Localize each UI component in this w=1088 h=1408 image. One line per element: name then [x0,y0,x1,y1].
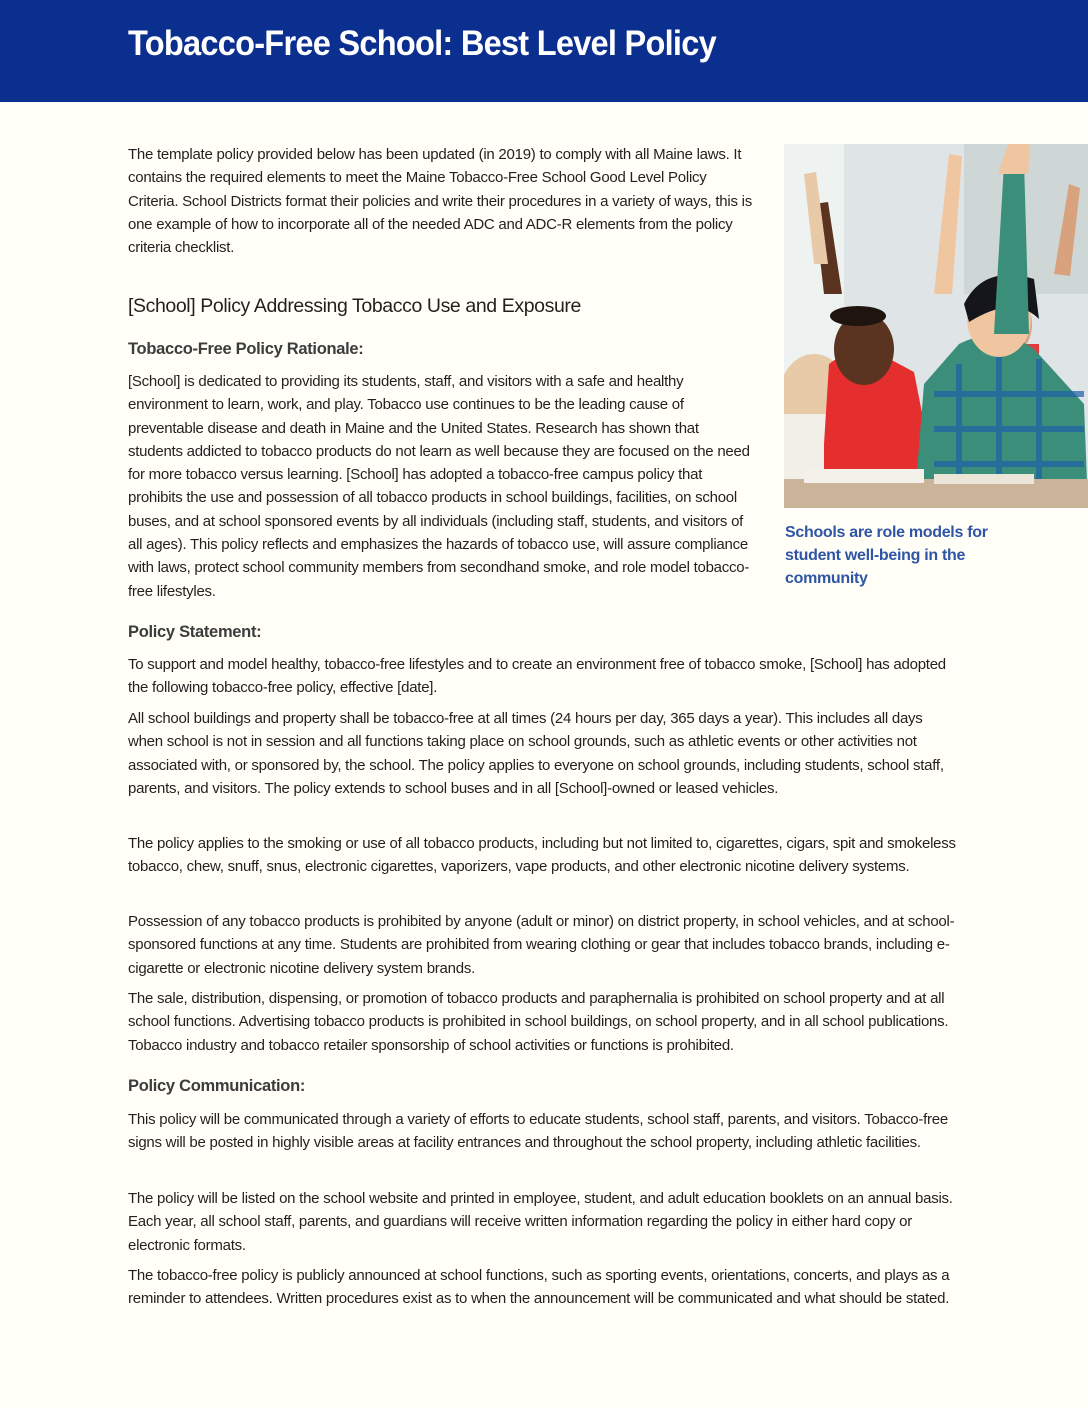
communication-paragraph-2: The policy will be listed on the school website and printed in employee, student, and adult education booklets on an annual basis. Each year, all school staff, parents, and guardians will receive written information regarding the policy in either hard copy or electronic formats. [128,1190,953,1254]
header-banner [0,0,1088,102]
statement-paragraph-5: The sale, distribution, dispensing, or promotion of tobacco products and paraphernalia is prohibited on school property and at all school functions. Advertising tobacco products is prohibited in school buildings, on school property, and in all school publications. Tobacco industry and tobacco retailer sponsorship of school activities or functions is prohibited. [128,990,949,1054]
statement-paragraph-2: All school buildings and property shall be tobacco-free at all times (24 hours per day, 365 days a year). This includes all days when school is not in session and all functions taking place on school grounds, such as athletic events or other activities not associated with, or sponsored by, the school. The policy applies to everyone on school grounds, including students, school staff, parents, and visitors. The policy extends to school buses and in all [School]-owned or leased vehicles. [128,710,944,797]
classroom-photo [784,144,1088,508]
communication-paragraph-3: The tobacco-free policy is publicly announced at school functions, such as sporting events, orientations, concerts, and plays as a reminder to attendees. Written procedures exist as to when the announcement will be communicated and what should be stated. [128,1267,950,1308]
statement-paragraph-1: To support and model healthy, tobacco-free lifestyles and to create an environment free of tobacco smoke, [School] has adopted the following tobacco-free policy, effective [date]. [128,656,946,697]
rationale-paragraph: [School] is dedicated to providing its students, staff, and visitors with a safe and healthy environment to learn, work, and play. Tobacco use continues to be the leading cause of preventable disease and death in Maine and the United States. Research has shown that students addicted to tobacco products do not learn as well because they are focused on the need for more tobacco versus learning. [School] has adopted a tobacco-free campus policy that prohibits the use and possession of all tobacco products in school buildings, facilities, on school buses, and at school sponsored events by all individuals (including staff, students, and visitors of all ages). This policy reflects and emphasizes the hazards of tobacco use, will assure compliance with laws, protect school community members from secondhand smoke, and role model tobacco-free lifestyles. [128,373,750,600]
page-title: Tobacco-Free School: Best Level Policy [128,24,716,63]
communication-paragraph-1: This policy will be communicated through a variety of efforts to educate students, school staff, parents, and visitors. Tobacco-free signs will be posted in highly visible areas at facility entrances and throughout the school property, including athletic facilities. [128,1111,948,1152]
communication-heading: Policy Communication: [128,1077,306,1095]
section-title: [School] Policy Addressing Tobacco Use and Exposure [128,295,581,317]
statement-paragraph-4: Possession of any tobacco products is prohibited by anyone (adult or minor) on district property, in school vehicles, and at school-sponsored functions at any time. Students are prohibited from wearing clothing or gear that includes tobacco brands, including e-cigarette or electronic nicotine delivery system brands. [128,913,955,977]
students-raising-hands-illustration [784,144,1088,508]
statement-paragraph-3: The policy applies to the smoking or use of all tobacco products, including but not limited to, cigarettes, cigars, spit and smokeless tobacco, chew, snuff, snus, electronic cigarettes, vaporizers, vape products, and other electronic nicotine delivery systems. [128,835,956,876]
statement-heading: Policy Statement: [128,623,262,641]
rationale-heading: Tobacco-Free Policy Rationale: [128,340,364,358]
photo-caption: Schools are role models for student well-being in the community [785,524,988,587]
intro-paragraph: The template policy provided below has been updated (in 2019) to comply with all Maine laws. It contains the required elements to meet the Maine Tobacco-Free School Good Level Policy Criteria. School Districts format their policies and write their procedures in a variety of ways, this is one example of how to incorporate all of the needed ADC and ADC-R elements from the policy criteria checklist. [128,146,752,257]
